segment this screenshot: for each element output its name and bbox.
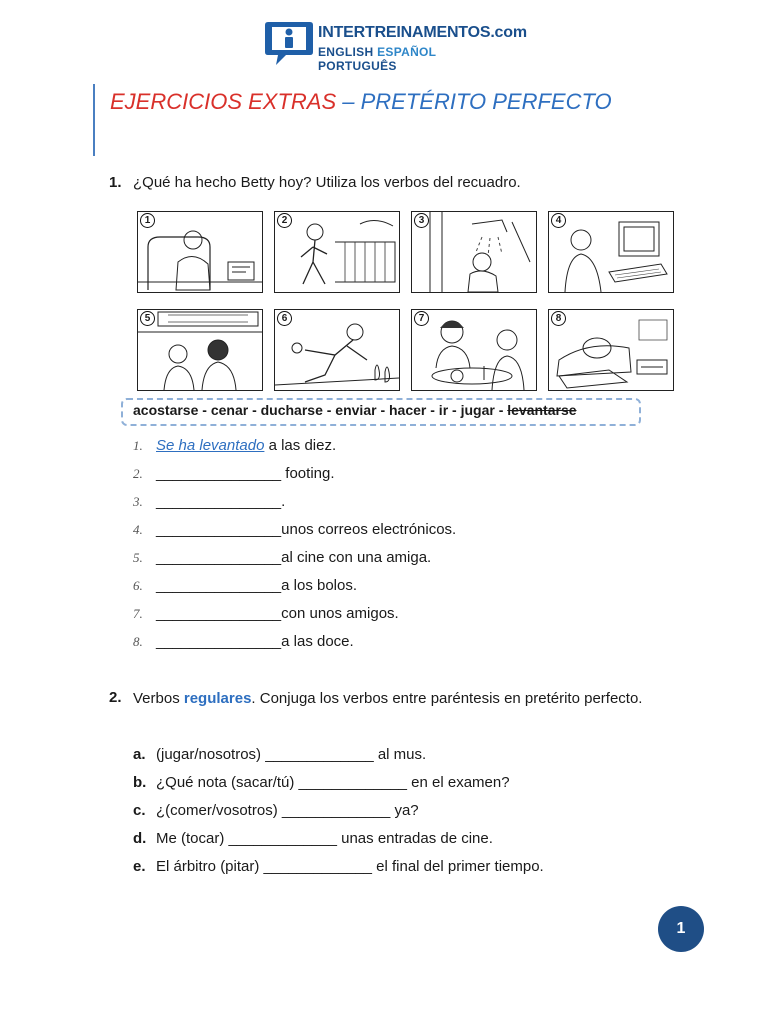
- exercise-1-item: 2. _______________ footing.: [133, 465, 335, 482]
- exercise-2-number: 2.: [109, 689, 122, 706]
- info-person-icon: [264, 20, 314, 66]
- panel-number: 4: [551, 213, 566, 228]
- exercise-1-prompt: ¿Qué ha hecho Betty hoy? Utiliza los verbos del recuadro.: [133, 174, 521, 191]
- page-title: EJERCICIOS EXTRAS – PRETÉRITO PERFECTO: [110, 89, 612, 114]
- illustration-panel-8: [548, 309, 674, 391]
- verb-list: acostarse - cenar - ducharse - enviar - hacer - ir - jugar - levantarse: [133, 402, 577, 418]
- exercise-1-item: 5. _______________al cine con una amiga.: [133, 549, 432, 566]
- exercise-1-item: 3. _______________.: [133, 493, 286, 510]
- panel-number: 7: [414, 311, 429, 326]
- panel-number: 1: [140, 213, 155, 228]
- exercise-2-item: e. El árbitro (pitar) _____________ el final del primer tiempo.: [133, 858, 544, 875]
- exercise-2-item: c. ¿(comer/vosotros) _____________ ya?: [133, 802, 419, 819]
- exercise-1-item: 4. _______________unos correos electrónicos.: [133, 521, 457, 538]
- illustration-panel-1: [137, 211, 263, 293]
- site-logo: [264, 20, 527, 73]
- exercise-1-item: 8. _______________a las doce.: [133, 633, 354, 650]
- panel-number: 5: [140, 311, 155, 326]
- illustration-panel-4: [548, 211, 674, 293]
- illustration-grid: [137, 209, 677, 393]
- logo-brand: INTERTREINAMENTOS.com: [318, 24, 527, 41]
- exercise-2-item: b. ¿Qué nota (sacar/tú) _____________ en el examen?: [133, 774, 510, 791]
- exercise-1-item: 1. Se ha levantado a las diez.: [133, 437, 337, 454]
- verb-struck: levantarse: [507, 402, 577, 418]
- exercise-1-number: 1.: [109, 174, 122, 191]
- logo-languages: ENGLISH ESPAÑOL PORTUGUÊS: [318, 45, 437, 73]
- panel-number: 6: [277, 311, 292, 326]
- exercise-1-item: 7. _______________con unos amigos.: [133, 605, 399, 622]
- exercise-1-item: 6. _______________a los bolos.: [133, 577, 358, 594]
- illustration-panel-7: [411, 309, 537, 391]
- exercise-2-prompt: Verbos regulares. Conjuga los verbos entre paréntesis en pretérito perfecto.: [133, 690, 643, 707]
- exercise-2-item: a. (jugar/nosotros) _____________ al mus.: [133, 746, 427, 763]
- page-number-badge: 1: [658, 906, 704, 952]
- title-accent-bar: [93, 84, 95, 156]
- exercise-2-item: d. Me (tocar) _____________ unas entradas de cine.: [133, 830, 493, 847]
- example-answer: Se ha levantado: [156, 437, 265, 454]
- panel-number: 8: [551, 311, 566, 326]
- panel-number: 2: [277, 213, 292, 228]
- illustration-panel-2: [274, 211, 400, 293]
- panel-number: 3: [414, 213, 429, 228]
- illustration-panel-5: [137, 309, 263, 391]
- illustration-panel-3: [411, 211, 537, 293]
- illustration-panel-6: [274, 309, 400, 391]
